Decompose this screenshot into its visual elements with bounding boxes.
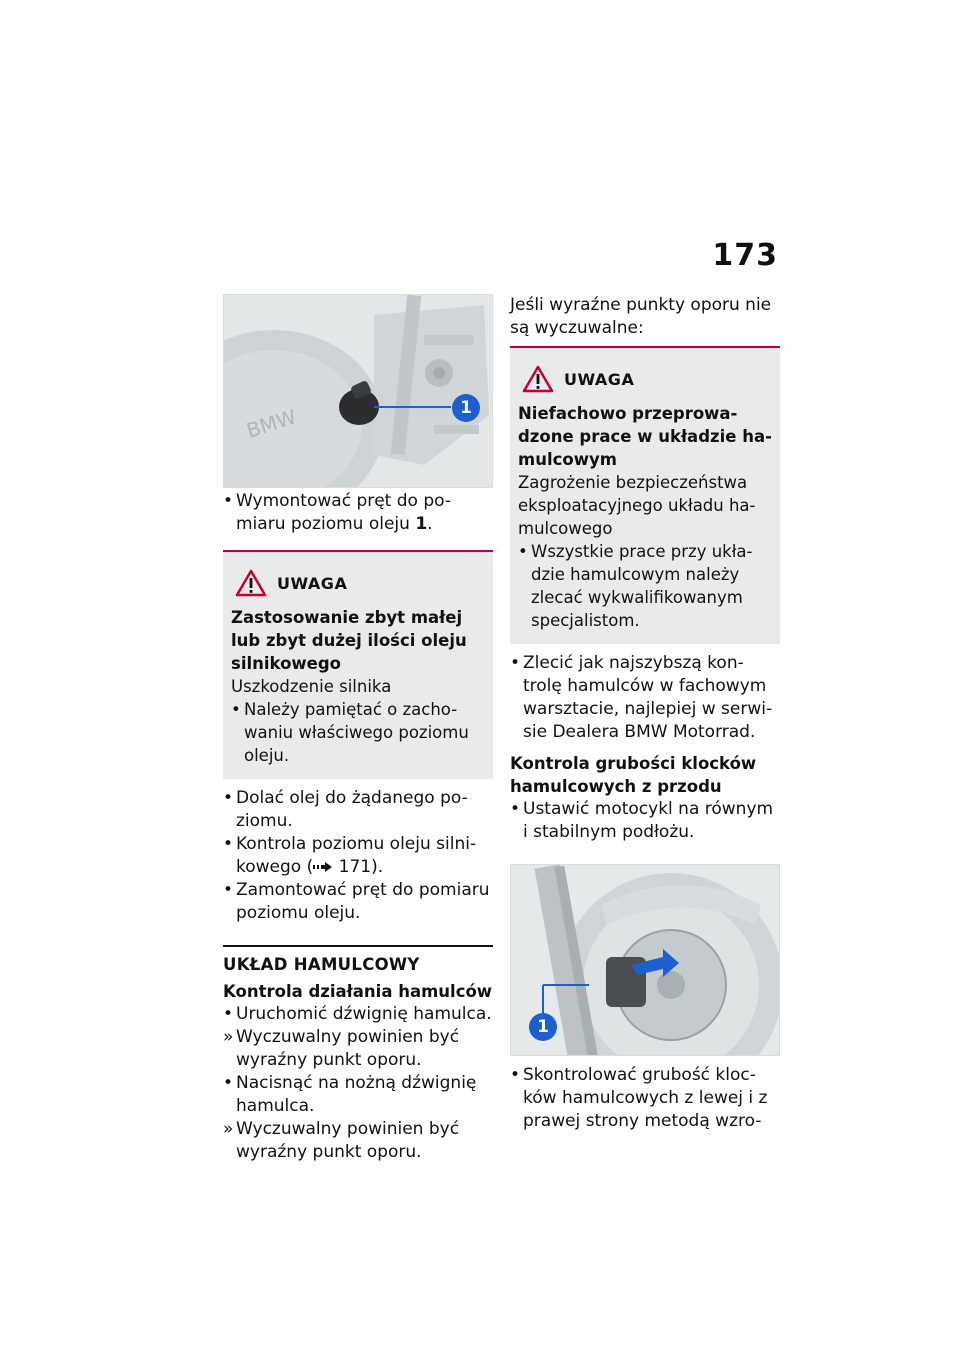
right-column <box>510 294 780 1133</box>
list-item: • Nacisnąć na nożną dźwignię hamulca. <box>223 1073 477 1116</box>
subsection-title: Kontrola działania hamulców <box>223 982 493 1001</box>
warning-heading: Zastosowanie zbyt małej lub zbyt dużej ilości oleju silnikowego <box>231 608 467 673</box>
list-item: • Uruchomić dźwignię hamulca. <box>223 1004 492 1024</box>
list-item: • Zlecić jak najszybszą kon-trolę hamulców w fachowym warsztacie, najlepiej w serwi-sie Dealera BMW Motorrad. <box>510 653 773 742</box>
subsection-title: Kontrola grubości klocków hamulcowych z przodu <box>510 754 757 796</box>
warning-box <box>510 346 780 644</box>
engine-illustration <box>224 295 493 488</box>
warning-box <box>223 550 493 779</box>
list-item: • Wymontować pręt do po-miaru poziomu oleju 1. <box>223 491 451 534</box>
intro-text: Jeśli wyraźne punkty oporu nie są wyczuwalne: <box>510 295 772 338</box>
section-title: UKŁAD HAMULCOWY <box>223 945 493 974</box>
callout-1: 1 <box>529 1013 557 1041</box>
list-item: • Kontrola poziomu oleju silni-kowego ( 171). <box>223 834 477 877</box>
warning-consequence: Uszkodzenie silnika <box>231 677 392 696</box>
warning-triangle-icon <box>235 569 267 597</box>
warning-title: UWAGA <box>277 573 348 593</box>
warning-heading: Niefachowo przeprowa-dzone prace w układzie ha-mulcowym <box>518 404 772 469</box>
page-number: 173 <box>712 238 778 273</box>
warning-consequence: Zagrożenie bezpieczeństwa eksploatacyjnego układu ha-mulcowego <box>518 473 756 538</box>
list-item: • Dolać olej do żądanego po-ziomu. <box>223 788 468 831</box>
warning-title: UWAGA <box>564 369 635 389</box>
result-item: » Wyczuwalny powinien być wyraźny punkt oporu. <box>223 1119 460 1162</box>
bullet: • <box>223 491 234 511</box>
engine-oil-dipstick-image <box>223 294 493 488</box>
warning-triangle-icon <box>522 365 554 393</box>
warning-header <box>518 362 772 396</box>
warning-action: • Wszystkie prace przy ukła-dzie hamulcowym należy zlecać wykwalifikowanym specjalistom. <box>518 542 753 630</box>
warning-action: • Należy pamiętać o zacho-waniu właściwego poziomu oleju. <box>231 700 469 765</box>
left-column <box>223 294 493 1164</box>
warning-header <box>231 566 485 600</box>
front-brake-pads-image <box>510 864 780 1056</box>
callout-1: 1 <box>452 394 480 422</box>
list-item: • Zamontować pręt do pomiaru poziomu oleju. <box>223 880 490 923</box>
bmw-engraving: BMW <box>243 404 300 443</box>
list-item: • Ustawić motocykl na równym i stabilnym podłożu. <box>510 799 774 842</box>
list-item: • Skontrolować grubość kloc-ków hamulcowych z lewej i z prawej strony metodą wzro- <box>510 1065 768 1131</box>
result-item: » Wyczuwalny powinien być wyraźny punkt oporu. <box>223 1027 460 1070</box>
page-reference-arrow-icon <box>313 862 333 872</box>
